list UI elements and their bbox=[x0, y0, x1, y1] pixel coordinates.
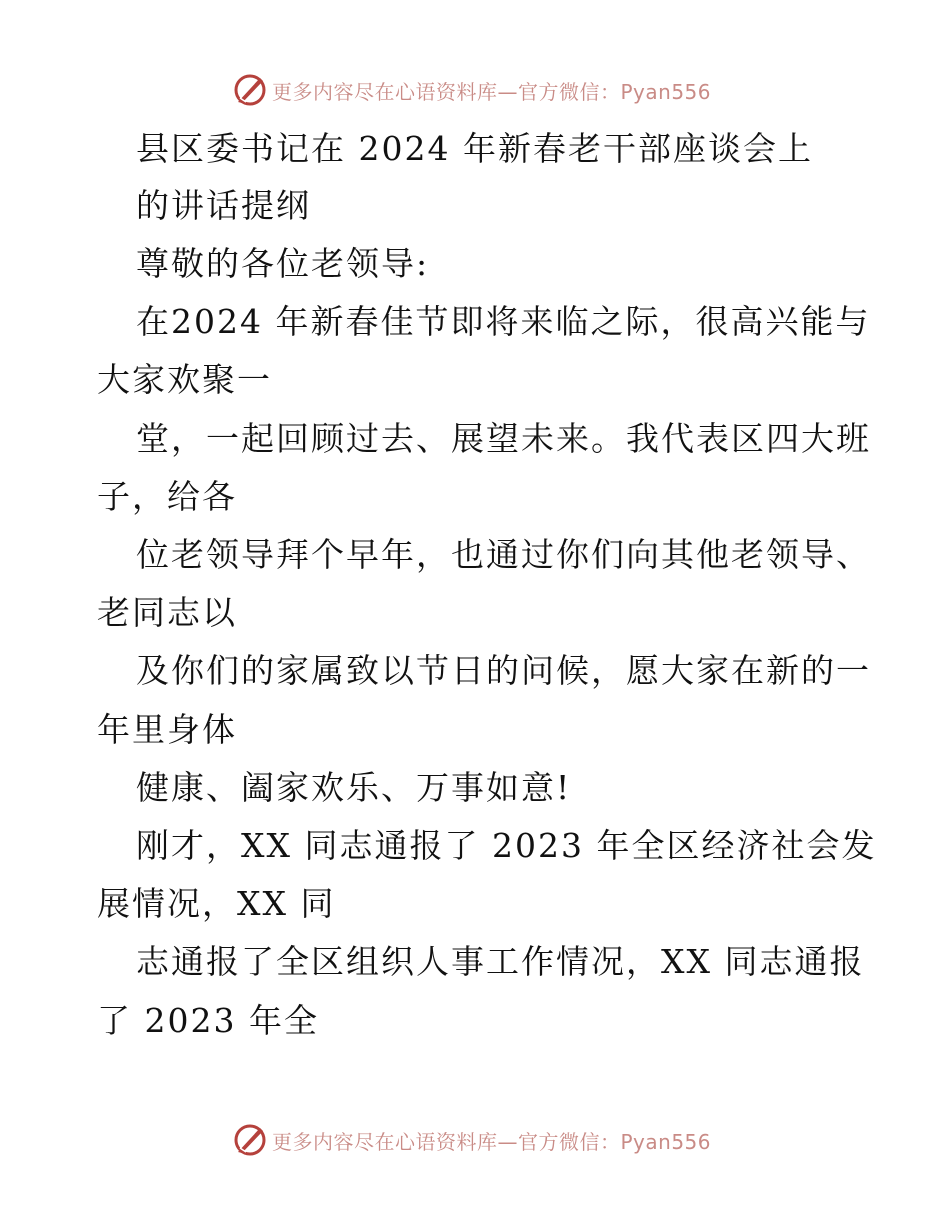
paragraph-line: 在2024 年新春佳节即将来临之际，很高兴能与 bbox=[136, 302, 871, 341]
paragraph-line: 老同志以 bbox=[97, 593, 237, 632]
paragraph-line: 大家欢聚一 bbox=[97, 360, 272, 399]
paragraph-line: 位老领导拜个早年，也通过你们向其他老领导、 bbox=[136, 535, 871, 574]
paragraph-line: 及你们的家属致以节日的问候，愿大家在新的一 bbox=[136, 651, 871, 690]
paragraph-line: 子，给各 bbox=[97, 477, 237, 516]
paragraph-line: 堂，一起回顾过去、展望未来。我代表区四大班 bbox=[136, 419, 871, 458]
salutation: 尊敬的各位老领导: bbox=[136, 244, 430, 283]
quill-pen-logo-icon bbox=[232, 1122, 268, 1158]
header-banner-text: 更多内容尽在心语资料库—官方微信：Pyan556 bbox=[272, 79, 712, 104]
paragraph-line: 刚才，XX 同志通报了 2023 年全区经济社会发 bbox=[136, 826, 877, 865]
footer-banner-text: 更多内容尽在心语资料库—官方微信：Pyan556 bbox=[272, 1129, 712, 1154]
title-line-1: 县区委书记在 2024 年新春老干部座谈会上 bbox=[136, 129, 813, 168]
paragraph-line: 健康、阖家欢乐、万事如意! bbox=[136, 768, 572, 807]
paragraph-line: 了 2023 年全 bbox=[97, 1001, 319, 1040]
paragraph-line: 志通报了全区组织人事工作情况，XX 同志通报 bbox=[136, 942, 865, 981]
footer-banner bbox=[232, 1120, 711, 1160]
title-line-2: 的讲话提纲 bbox=[136, 186, 311, 225]
paragraph-line: 展情况，XX 同 bbox=[97, 884, 336, 923]
paragraph-line: 年里身体 bbox=[97, 710, 237, 749]
